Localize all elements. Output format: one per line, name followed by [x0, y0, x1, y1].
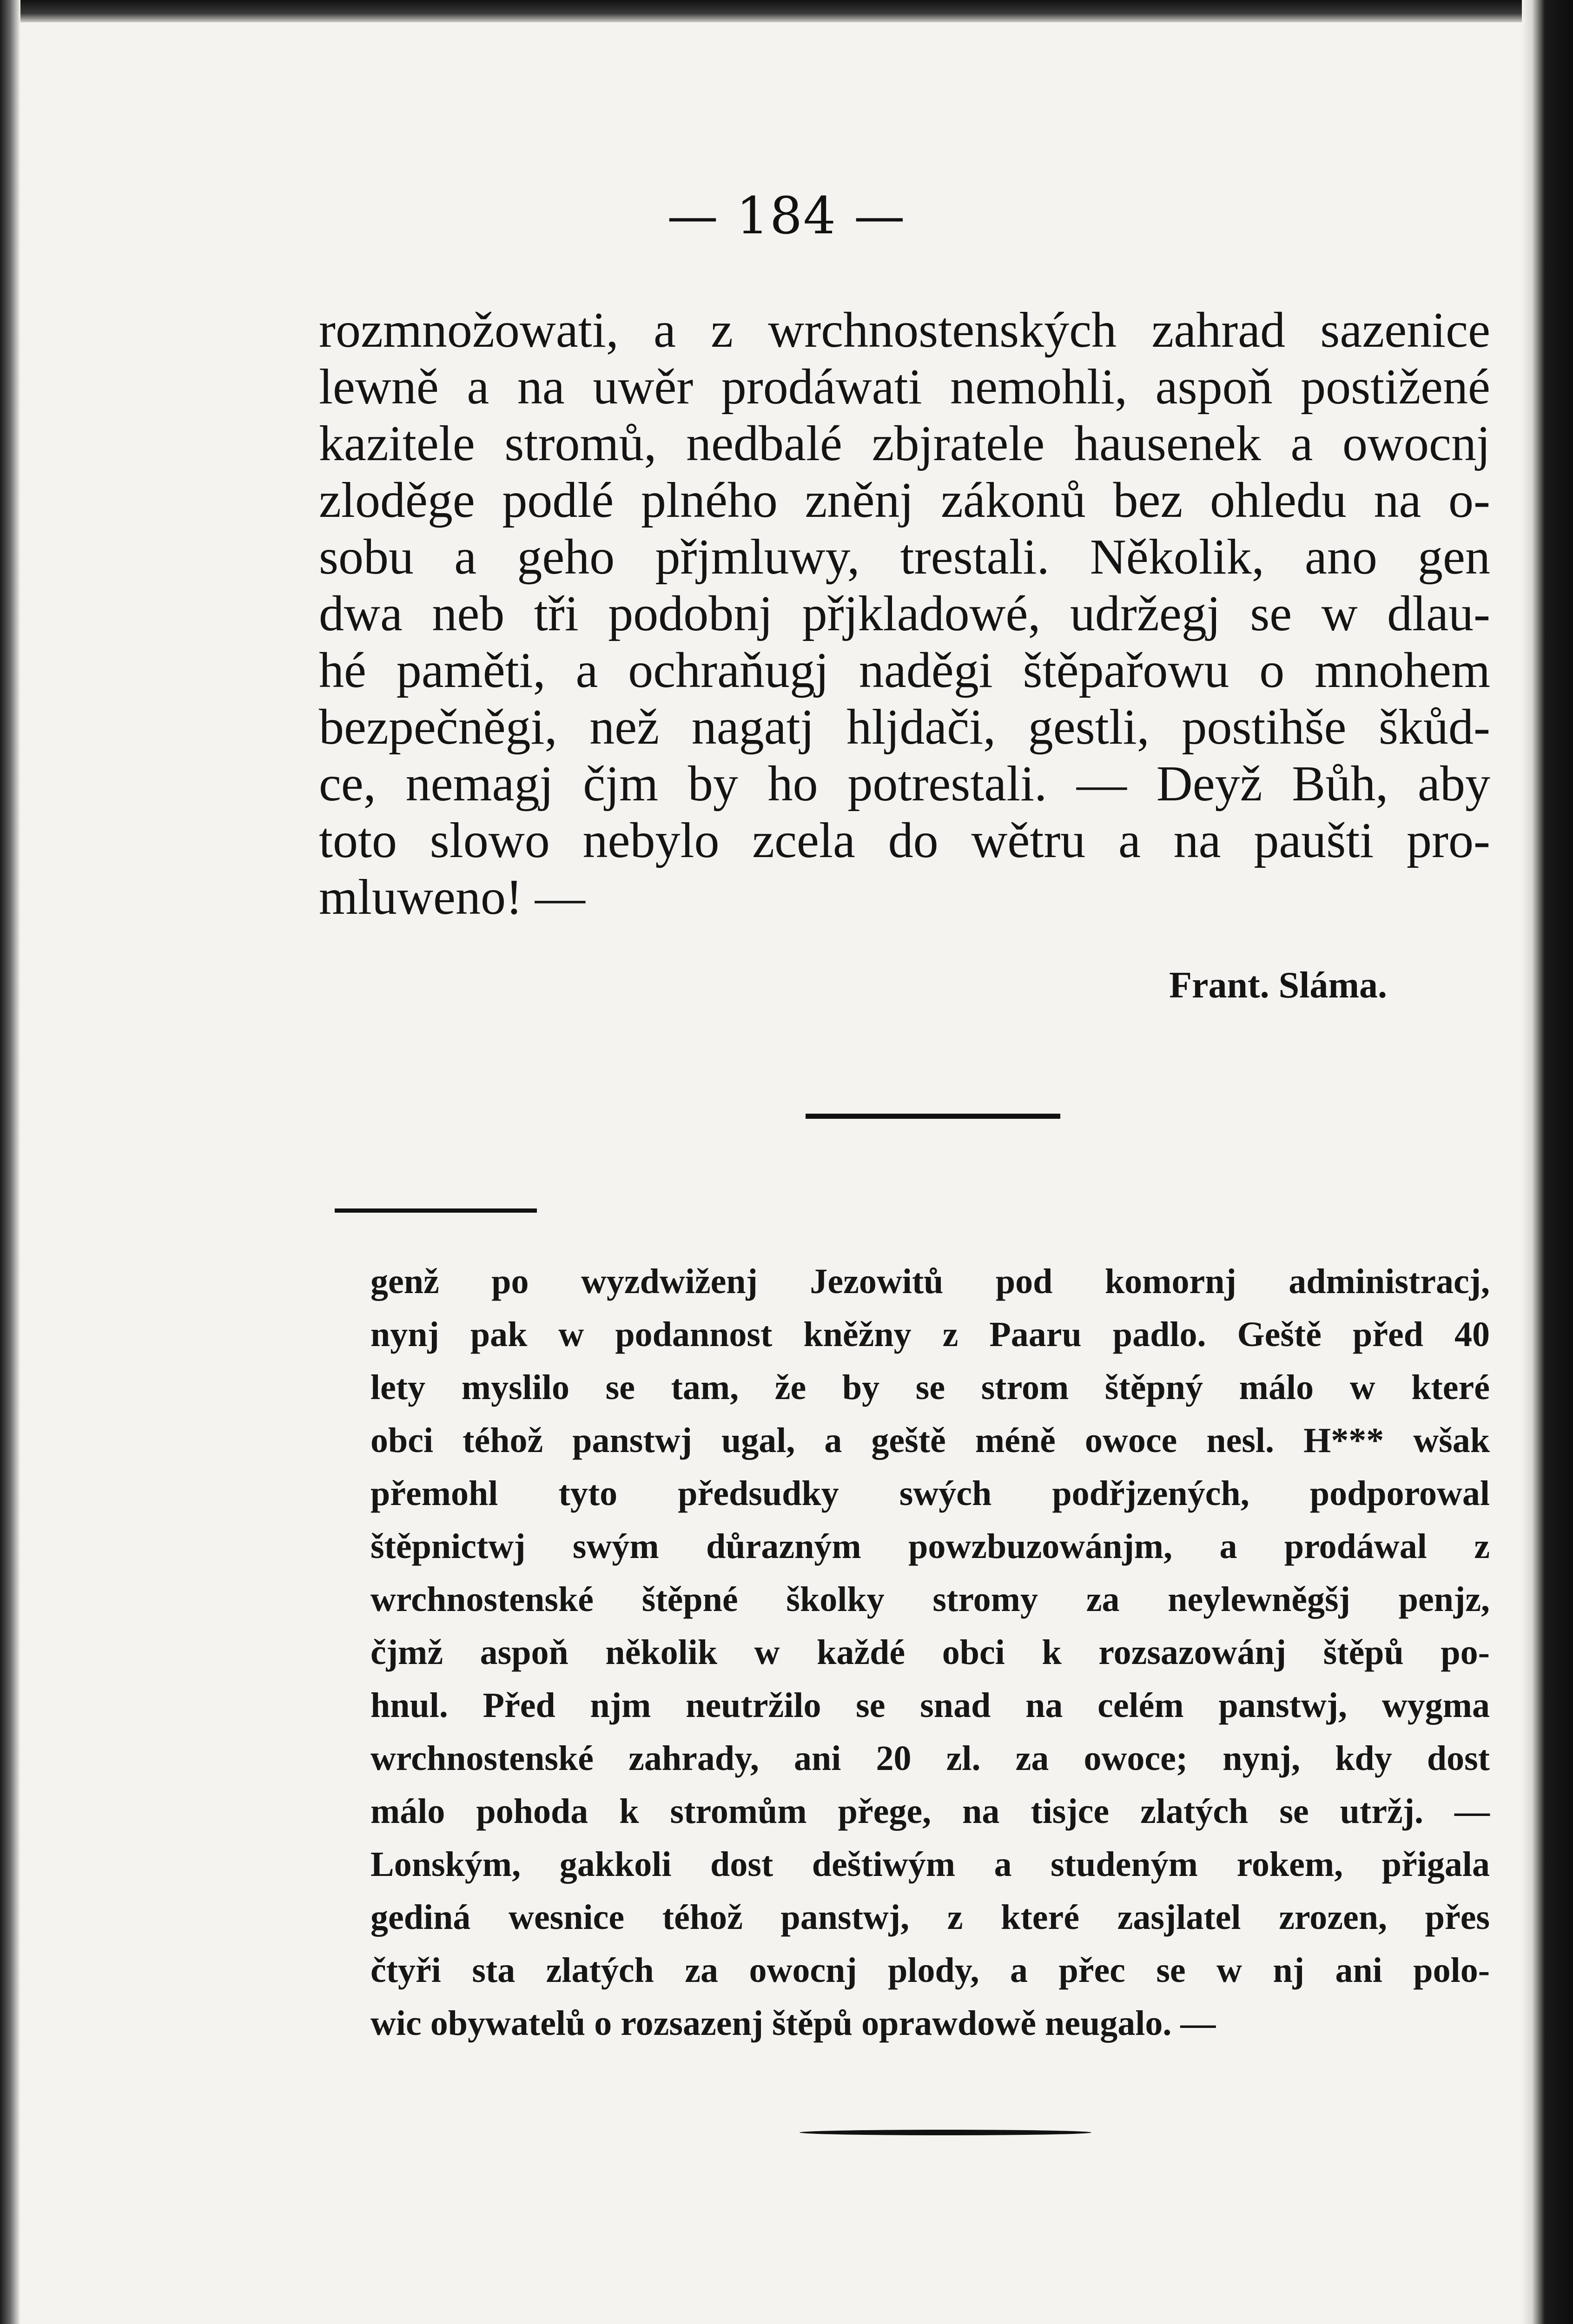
footnote-separator-rule — [335, 1208, 537, 1213]
page-right-edge — [1522, 0, 1573, 2324]
footnote-line: gediná wesnice téhož panstwj, z které zasjlatel zrozen, přes — [370, 1898, 1490, 1937]
footnote-line: štěpnictwj swým důrazným powzbuzowánjm, a prodáwal z — [370, 1527, 1490, 1566]
main-text-line: bezpečněgi, než nagatj hljdači, gestli, postihše škůd- — [319, 700, 1490, 755]
main-text-line: mluweno! — — [319, 870, 585, 925]
author-signature: Frant. Sláma. — [1169, 965, 1387, 1006]
footnote-line: lety myslilo se tam, že by se strom štěpný málo w které — [370, 1368, 1490, 1407]
footnote-line: wrchnostenské štěpné školky stromy za neylewněgšj penjz, — [370, 1580, 1490, 1619]
footnote-line: čtyři sta zlatých za owocnj plody, a přec se w nj ani polo- — [370, 1951, 1490, 1990]
main-text-line: rozmnožowati, a z wrchnostenských zahrad sazenice — [319, 303, 1490, 358]
main-text-line: dwa neb tři podobnj přjkladowé, udržegj se w dlau- — [319, 586, 1490, 641]
footnote-line: přemohl tyto předsudky swých podřjzených, podporowal — [370, 1474, 1490, 1513]
main-text-line: hé paměti, a ochraňugj naděgi štěpařowu o mnohem — [319, 643, 1490, 698]
section-divider-rule — [806, 1114, 1060, 1119]
footnote-line: wic obywatelů o rozsazenj štěpů oprawdowě neugalo. — — [370, 2004, 1216, 2043]
main-text-line: toto slowo nebylo zcela do wětru a na paušti pro- — [319, 813, 1490, 868]
footnote-line: Lonským, gakkoli dost deštiwým a studeným rokem, přigala — [370, 1845, 1490, 1884]
main-text-line: lewně a na uwěr prodáwati nemohli, aspoň postižené — [319, 359, 1490, 415]
end-ornament-rule — [800, 2130, 1091, 2135]
footnote-line: čjmž aspoň několik w každé obci k rozsazowánj štěpů po- — [370, 1633, 1490, 1672]
footnote-line: genž po wyzdwiženj Jezowitů pod komornj administracj, — [370, 1262, 1490, 1301]
page-top-edge — [0, 0, 1573, 22]
footnote-line: obci téhož panstwj ugal, a geště méně owoce nesl. H*** wšak — [370, 1421, 1490, 1460]
footnote-line: wrchnostenské zahrady, ani 20 zl. za owoce; nynj, kdy dost — [370, 1739, 1490, 1778]
main-text-line: sobu a geho přjmluwy, trestali. Několik, ano gen — [319, 529, 1490, 585]
main-text-line: ce, nemagj čjm by ho potrestali. — Deyž Bůh, aby — [319, 756, 1490, 812]
page-left-edge — [0, 0, 20, 2324]
main-text-line: zloděge podlé plného zněnj zákonů bez ohledu na o- — [319, 473, 1490, 528]
main-text-block — [319, 302, 1490, 926]
footnote-line: nynj pak w podannost kněžny z Paaru padlo. Geště před 40 — [370, 1315, 1490, 1354]
page-number: — 184 — — [667, 186, 906, 245]
footnote-line: málo pohoda k stromům přege, na tisjce zlatých se utržj. — — [370, 1792, 1490, 1831]
main-text-line: kazitele stromů, nedbalé zbjratele hausenek a owocnj — [319, 416, 1490, 471]
footnote-block — [370, 1255, 1490, 2050]
footnote-line: hnul. Před njm neutržilo se snad na celém panstwj, wygma — [370, 1686, 1490, 1725]
